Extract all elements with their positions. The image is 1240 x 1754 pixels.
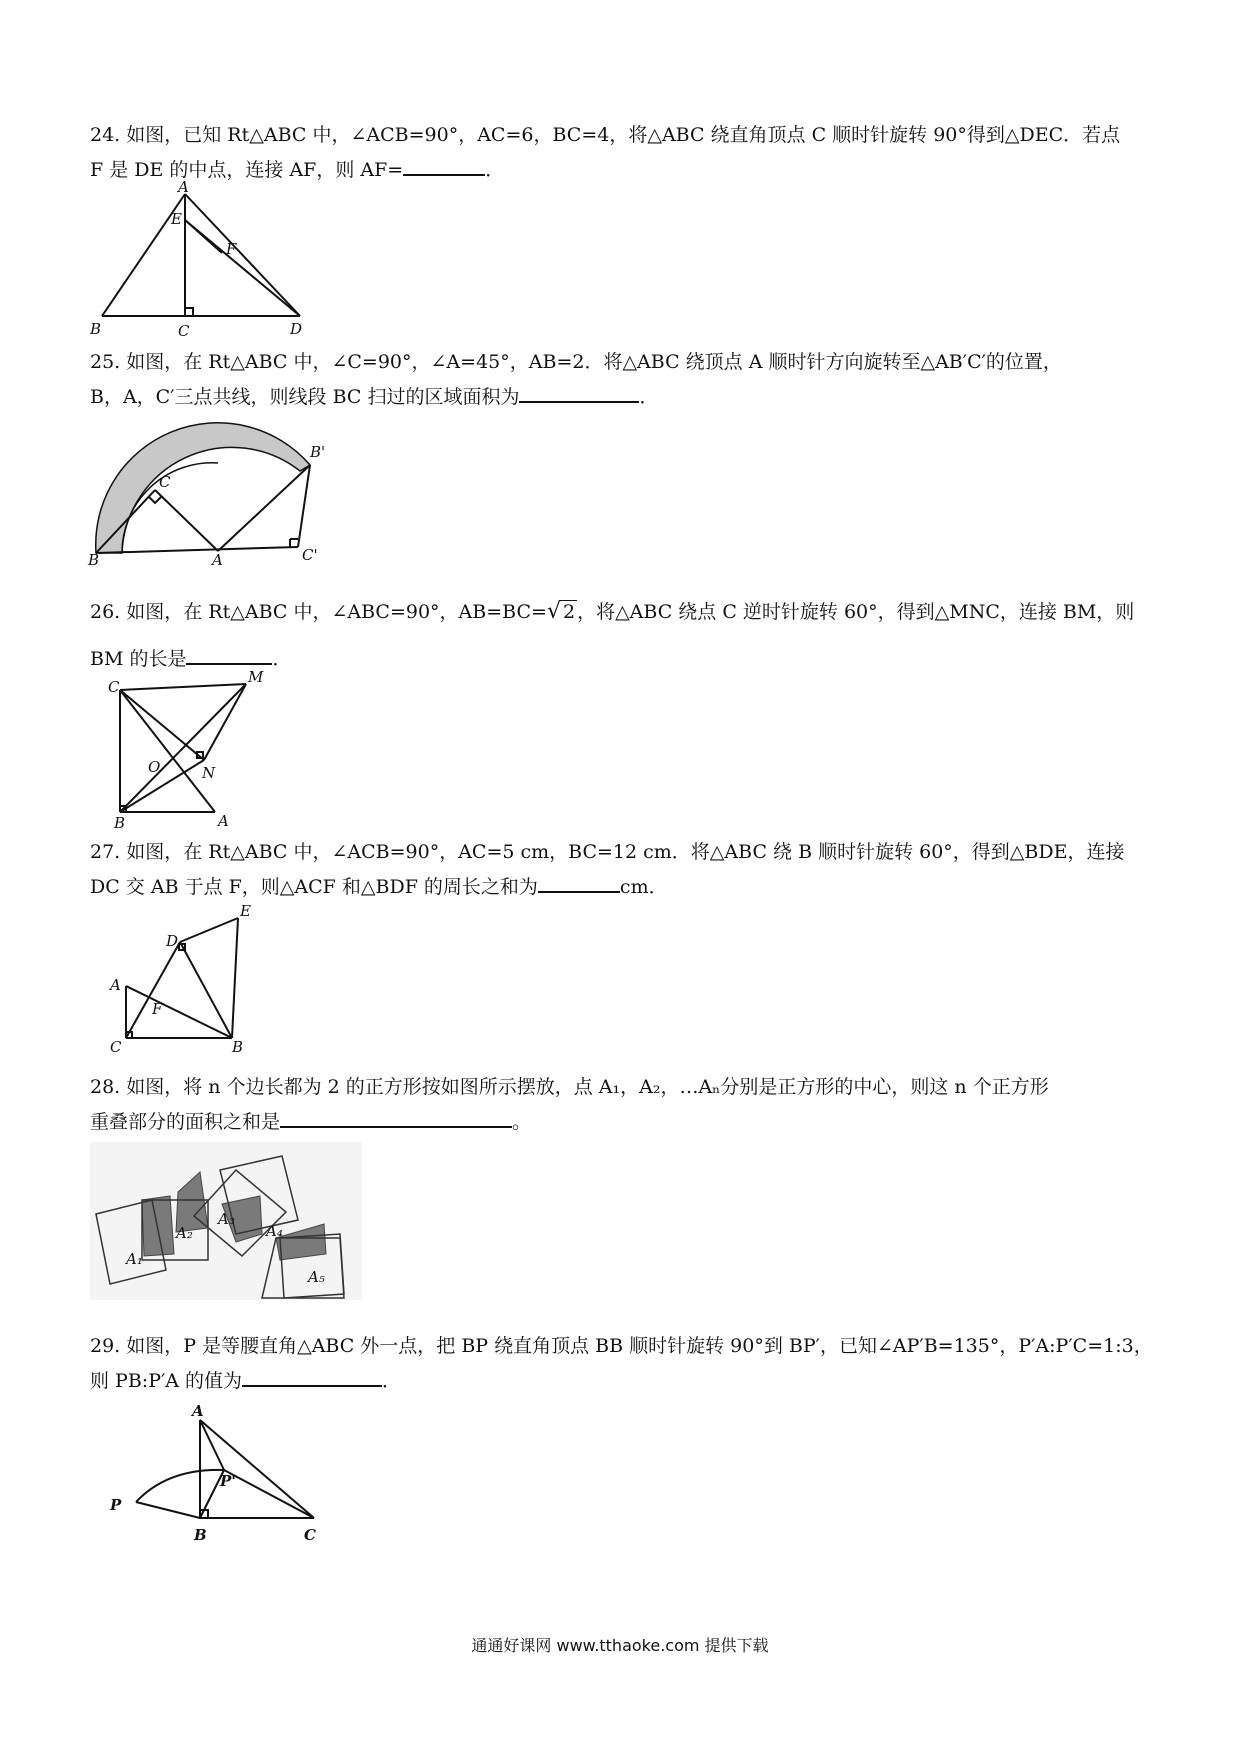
q29-line2: [90, 1363, 1160, 1398]
q26-line1: [90, 595, 1160, 629]
page-footer: 通通好课网 www.tthaoke.com 提供下载: [471, 1636, 769, 1655]
q24-answer-blank: [403, 152, 485, 176]
q26-label-b: B: [114, 814, 126, 832]
q29-end: ．: [382, 1370, 402, 1392]
q29-line2-text: 则 PB:P′A 的值为: [90, 1370, 243, 1392]
q27-label-d: D: [166, 932, 179, 950]
q25-end: ．: [639, 386, 659, 408]
q27-line2-text: DC 交 AB 于点 F，则△ACF 和△BDF 的周长之和为: [90, 876, 538, 898]
q26-label-a: A: [218, 812, 229, 830]
q24-figure: [90, 178, 320, 340]
q24-line1: 24. 如图，已知 Rt△ABC 中，∠ACB=90°，AC=6，BC=4，将△ABC 绕直角顶点 C 顺时针旋转 90°得到△DEC．若点: [90, 124, 1121, 146]
question-27: [90, 835, 1160, 904]
q27-label-c: C: [110, 1038, 122, 1056]
question-24: [90, 118, 1160, 187]
q25-figure: [88, 415, 328, 569]
q28-figure: [90, 1142, 362, 1300]
q28-label-a1: A₁: [126, 1250, 143, 1268]
q26-label-n: N: [202, 764, 216, 782]
q27-figure: [108, 902, 258, 1056]
q29-label-b: B: [194, 1526, 207, 1544]
q28-label-a5: A₅: [308, 1268, 325, 1286]
q25-answer-blank: [519, 379, 639, 403]
q27-line2: [90, 869, 1160, 904]
q29-label-c: C: [304, 1526, 316, 1544]
q28-line2-text: 重叠部分的面积之和是: [90, 1111, 281, 1133]
q26-answer-blank: [186, 641, 272, 665]
q29-label-p: P: [110, 1496, 122, 1514]
q27-line1: 27. 如图，在 Rt△ABC 中，∠ACB=90°，AC=5 cm，BC=12 cm．将△ABC 绕 B 顺时针旋转 60°，得到△BDE，连接: [90, 841, 1125, 863]
q27-label-f: F: [152, 1000, 163, 1018]
q25-line2-text: B，A，C′三点共线，则线段 BC 扫过的区域面积为: [90, 386, 520, 408]
q26-sqrt-value: 2: [562, 601, 576, 623]
q25-label-a: A: [212, 551, 223, 569]
question-29: [90, 1329, 1160, 1398]
q25-line1: 25. 如图，在 Rt△ABC 中，∠C=90°，∠A=45°，AB=2．将△ABC 绕顶点 A 顺时针方向旋转至△AB′C′的位置，: [90, 351, 1062, 373]
q28-line1: 28. 如图，将 n 个边长都为 2 的正方形按如图所示摆放，点 A₁，A₂，…Aₙ分别是正方形的中心，则这 n 个正方形: [90, 1076, 1049, 1098]
q25-label-c-prime: C': [302, 546, 318, 564]
q28-label-a4: A₄: [266, 1222, 283, 1240]
q25-label-c: C: [159, 473, 171, 491]
q26-label-o: O: [148, 758, 161, 776]
q29-label-p-prime: P': [220, 1472, 236, 1490]
q27-end: cm．: [619, 876, 668, 898]
q24-line2: [90, 152, 1160, 187]
question-25: [90, 345, 1160, 414]
q26-line2-text: BM 的长是: [90, 648, 187, 670]
q26-line1b: ，将△ABC 绕点 C 逆时针旋转 60°，得到△MNC，连接 BM，则: [577, 601, 1135, 623]
q27-label-e: E: [240, 902, 251, 920]
q24-label-e: E: [171, 210, 182, 228]
q29-answer-blank: [242, 1363, 382, 1387]
q28-label-a3: A₃: [218, 1210, 235, 1228]
q28-answer-blank: [280, 1104, 512, 1128]
q26-label-m: M: [248, 668, 264, 686]
q25-line2: [90, 379, 1160, 414]
q26-end: ．: [272, 648, 292, 670]
q24-label-d: D: [290, 320, 303, 338]
q28-line2: [90, 1104, 1160, 1139]
q29-line1: 29. 如图，P 是等腰直角△ABC 外一点，把 BP 绕直角顶点 BB 顺时针旋转 90°到 BP′，已知∠AP′B=135°，P′A:P′C=1:3，: [90, 1335, 1153, 1357]
q29-label-a: A: [192, 1402, 204, 1420]
question-26: [90, 595, 1160, 676]
q25-label-b-prime: B': [310, 443, 326, 461]
q24-label-f: F: [226, 240, 237, 258]
q27-label-a: A: [110, 976, 121, 994]
question-28: [90, 1070, 1160, 1139]
q27-answer-blank: [538, 869, 620, 893]
q28-end: 。: [512, 1111, 532, 1133]
q24-line2-text: F 是 DE 的中点，连接 AF，则 AF=: [90, 159, 404, 181]
q24-label-c: C: [178, 322, 190, 340]
q26-figure: [108, 668, 268, 832]
sqrt-symbol: √: [546, 599, 561, 624]
q24-label-a: A: [178, 178, 189, 196]
q24-end: ．: [485, 159, 505, 181]
q29-figure: [108, 1398, 328, 1548]
q26-label-c: C: [108, 678, 120, 696]
q26-line1a: 26. 如图，在 Rt△ABC 中，∠ABC=90°，AB=BC=: [90, 601, 547, 623]
q24-label-b: B: [90, 320, 102, 338]
q27-label-b: B: [232, 1038, 244, 1056]
q28-label-a2: A₂: [176, 1224, 193, 1242]
q25-label-b: B: [88, 551, 100, 569]
